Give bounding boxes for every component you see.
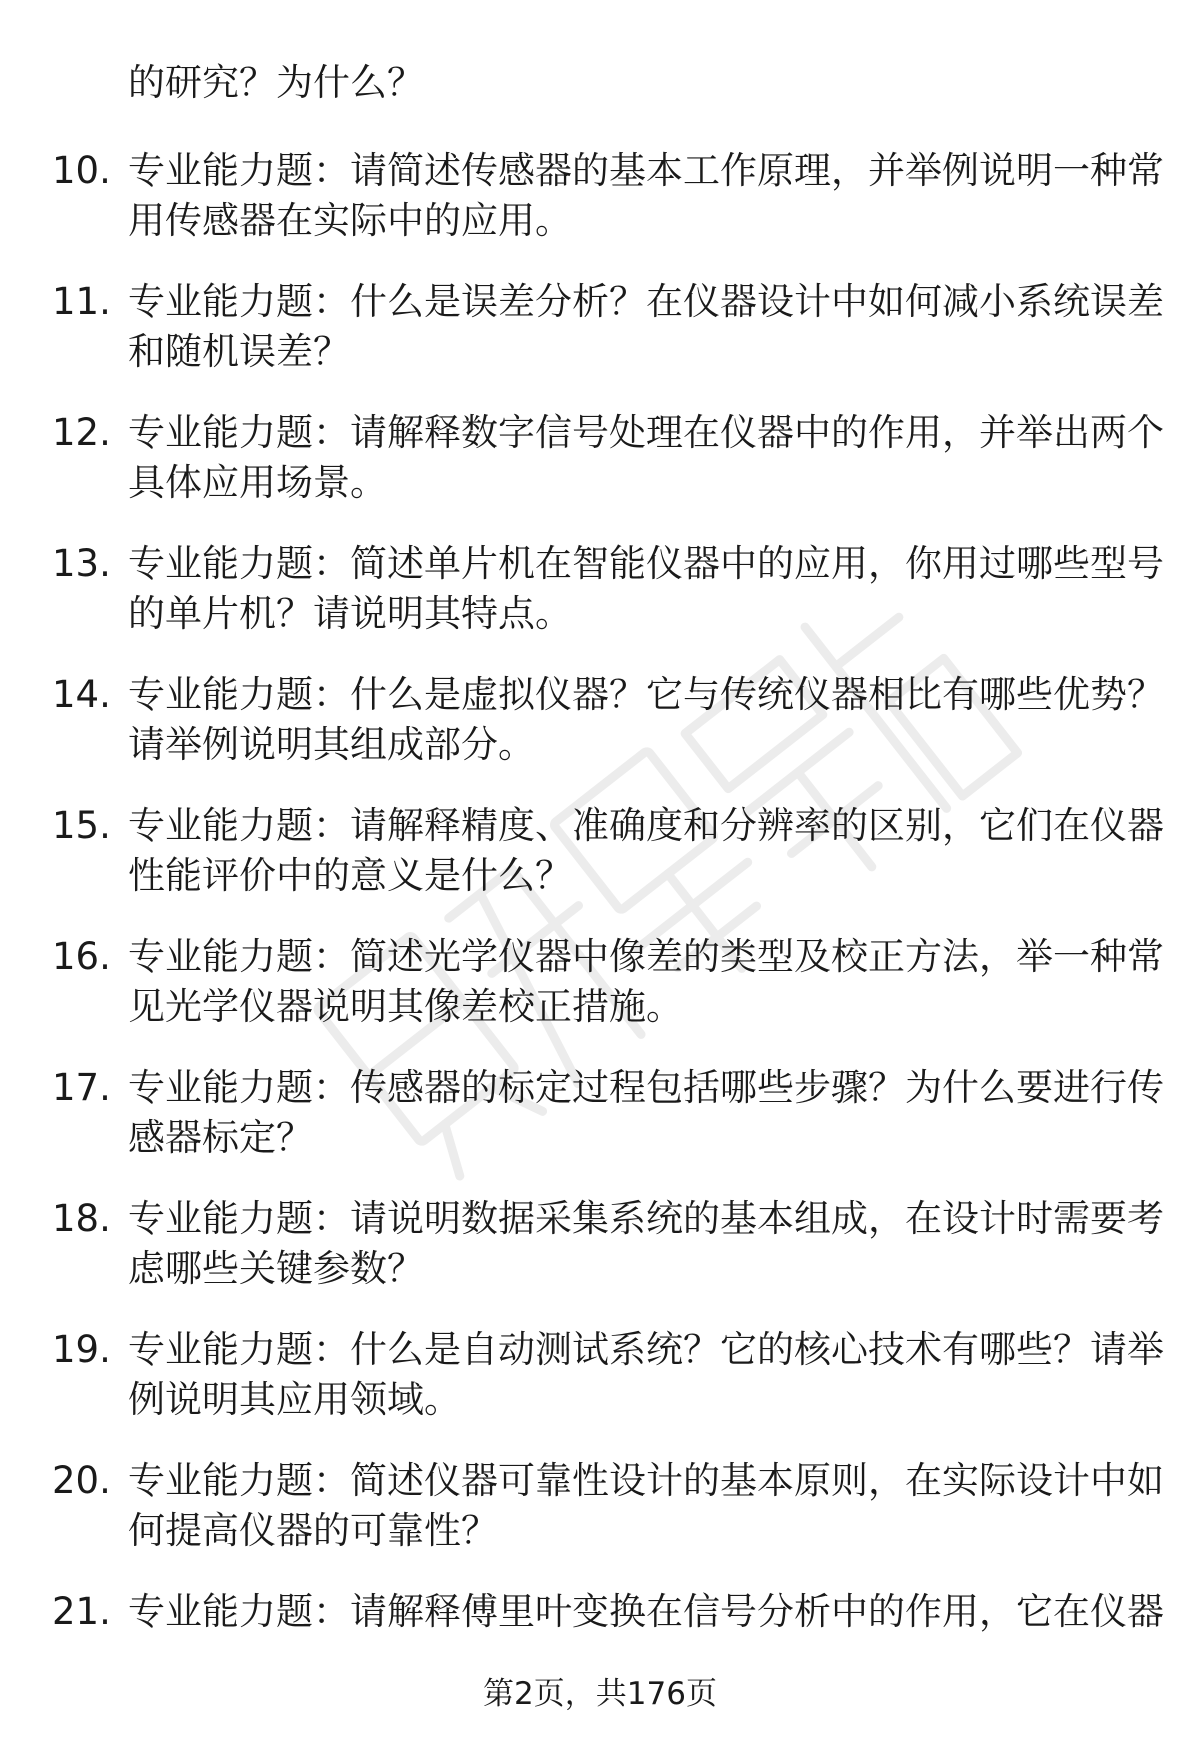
continuation-text: 的研究？为什么？	[128, 61, 424, 104]
question-line: 具体应用场景。	[128, 461, 387, 504]
question-number: 18.	[52, 1197, 111, 1240]
question-number: 10.	[52, 149, 111, 192]
question-line: 专业能力题：什么是误差分析？在仪器设计中如何减小系统误差	[128, 280, 1164, 323]
question-text	[128, 1194, 1164, 1294]
question-number: 15.	[52, 804, 111, 847]
question-line: 专业能力题：请解释数字信号处理在仪器中的作用，并举出两个	[128, 411, 1164, 454]
question-text	[128, 1587, 1164, 1637]
question-text	[128, 1325, 1164, 1425]
question-line: 请举例说明其组成部分。	[128, 723, 535, 766]
question-list	[0, 146, 1200, 1718]
list-item	[0, 801, 1200, 932]
question-text	[128, 277, 1164, 377]
question-number: 13.	[52, 542, 111, 585]
list-item	[0, 932, 1200, 1063]
list-item	[0, 1325, 1200, 1456]
question-line: 专业能力题：简述单片机在智能仪器中的应用，你用过哪些型号	[128, 542, 1164, 585]
question-number: 14.	[52, 673, 111, 716]
question-line: 专业能力题：什么是虚拟仪器？它与传统仪器相比有哪些优势？	[128, 673, 1164, 716]
question-line: 感器标定？	[128, 1116, 313, 1159]
question-line: 专业能力题：传感器的标定过程包括哪些步骤？为什么要进行传	[128, 1066, 1164, 1109]
question-text	[128, 801, 1164, 901]
question-line: 专业能力题：什么是自动测试系统？它的核心技术有哪些？请举	[128, 1328, 1164, 1371]
question-text	[128, 408, 1164, 508]
question-number: 19.	[52, 1328, 111, 1371]
question-text	[128, 539, 1164, 639]
question-line: 专业能力题：请解释精度、准确度和分辨率的区别，它们在仪器	[128, 804, 1164, 847]
list-item	[0, 277, 1200, 408]
question-line: 例说明其应用领域。	[128, 1378, 461, 1421]
question-text	[128, 1456, 1164, 1556]
question-line: 何提高仪器的可靠性？	[128, 1509, 498, 1552]
question-number: 17.	[52, 1066, 111, 1109]
question-line: 用传感器在实际中的应用。	[128, 199, 572, 242]
list-item	[0, 539, 1200, 670]
question-text	[128, 1063, 1164, 1163]
question-text	[128, 670, 1164, 770]
question-number: 16.	[52, 935, 111, 978]
question-number: 12.	[52, 411, 111, 454]
list-item	[0, 1456, 1200, 1587]
list-item	[0, 146, 1200, 277]
question-line: 专业能力题：请解释傅里叶变换在信号分析中的作用，它在仪器	[128, 1590, 1164, 1633]
question-line: 的单片机？请说明其特点。	[128, 592, 572, 635]
page-number-footer: 第2页，共176页	[483, 1676, 717, 1712]
question-line: 见光学仪器说明其像差校正措施。	[128, 985, 683, 1028]
question-line: 性能评价中的意义是什么？	[128, 854, 572, 897]
question-line: 和随机误差？	[128, 330, 350, 373]
question-number: 21.	[52, 1590, 111, 1633]
question-line: 专业能力题：请简述传感器的基本工作原理，并举例说明一种常	[128, 149, 1164, 192]
list-item	[0, 670, 1200, 801]
list-item	[0, 1194, 1200, 1325]
question-line: 虑哪些关键参数？	[128, 1247, 424, 1290]
question-line: 专业能力题：简述仪器可靠性设计的基本原则，在实际设计中如	[128, 1459, 1164, 1502]
list-item	[0, 1063, 1200, 1194]
question-number: 20.	[52, 1459, 111, 1502]
question-line: 专业能力题：请说明数据采集系统的基本组成，在设计时需要考	[128, 1197, 1164, 1240]
question-text	[128, 932, 1164, 1032]
question-line: 专业能力题：简述光学仪器中像差的类型及校正方法，举一种常	[128, 935, 1164, 978]
list-item	[0, 408, 1200, 539]
question-number: 11.	[52, 280, 111, 323]
question-text	[128, 146, 1164, 246]
